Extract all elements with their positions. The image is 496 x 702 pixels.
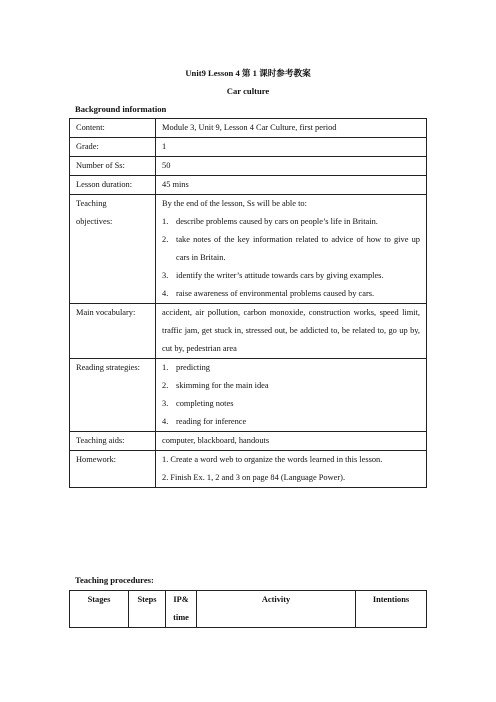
table-row — [70, 138, 427, 157]
row-key: Lesson duration: — [70, 176, 156, 195]
row-key: Number of Ss: — [70, 157, 156, 176]
header-intentions: Intentions — [356, 591, 427, 628]
item-text: predicting — [176, 363, 210, 372]
item-text: describe problems caused by cars on people’s life in Britain. — [176, 217, 378, 226]
item-text: raise awareness of environmental problems caused by cars. — [176, 289, 375, 298]
row-value: 1 — [156, 138, 427, 157]
row-value: Module 3, Unit 9, Lesson 4 Car Culture, first period — [156, 119, 427, 138]
item-number: 2. — [162, 235, 169, 244]
header-activity: Activity — [197, 591, 356, 628]
table-row — [70, 304, 427, 359]
row-value: 50 — [156, 157, 427, 176]
list-item — [162, 413, 420, 431]
row-value: 45 mins — [156, 176, 427, 195]
header-time: time — [173, 613, 189, 622]
list-item — [162, 395, 420, 413]
objectives-key — [70, 195, 156, 304]
table-row — [70, 176, 427, 195]
strategies-key: Reading strategies: — [70, 359, 156, 432]
homework-line1: 1. Create a word web to organize the words learned in this lesson. — [162, 455, 383, 464]
list-item — [162, 213, 420, 231]
item-number: 3. — [162, 399, 169, 408]
item-text: reading for inference — [176, 417, 247, 426]
procedures-heading: Teaching procedures: — [75, 575, 154, 585]
list-item — [162, 285, 420, 303]
homework-key: Homework: — [70, 451, 156, 488]
item-number: 1. — [162, 217, 169, 226]
table-row — [70, 451, 427, 488]
background-table — [69, 118, 427, 488]
header-ip: IP& — [173, 595, 189, 604]
background-heading: Background information — [75, 104, 167, 114]
item-text: completing notes — [176, 399, 234, 408]
row-key: Grade: — [70, 138, 156, 157]
list-item — [162, 359, 420, 377]
document-subtitle: Car culture — [226, 86, 270, 96]
list-item — [162, 377, 420, 395]
table-row — [70, 359, 427, 432]
homework-line2: 2. Finish Ex. 1, 2 and 3 on page 84 (Language Power). — [162, 473, 346, 482]
table-header-row — [70, 591, 427, 628]
list-item — [162, 267, 420, 285]
item-number: 1. — [162, 363, 169, 372]
document-title: Unit9 Lesson 4 第 1 课时参考教案 — [185, 68, 311, 78]
header-ip-time — [166, 591, 197, 628]
strategies-value — [156, 359, 427, 432]
aids-key: Teaching aids: — [70, 432, 156, 451]
header-steps: Steps — [129, 591, 166, 628]
item-text: take notes of the key information related to advice of how to give up cars in Britain. — [176, 235, 420, 262]
aids-value: computer, blackboard, handouts — [156, 432, 427, 451]
objectives-key-line2: objectives: — [76, 217, 113, 226]
item-text: skimming for the main idea — [176, 381, 269, 390]
item-number: 4. — [162, 289, 169, 298]
objectives-value — [156, 195, 427, 304]
item-number: 4. — [162, 417, 169, 426]
item-number: 3. — [162, 271, 169, 280]
table-row — [70, 157, 427, 176]
procedures-table — [69, 590, 427, 628]
vocabulary-key: Main vocabulary: — [70, 304, 156, 359]
list-item — [162, 231, 420, 267]
objectives-key-line1: Teaching — [76, 199, 107, 208]
row-key: Content: — [70, 119, 156, 138]
item-text: identify the writer’s attitude towards cars by giving examples. — [176, 271, 384, 280]
table-row — [70, 432, 427, 451]
table-row — [70, 119, 427, 138]
table-row — [70, 195, 427, 304]
objectives-intro: By the end of the lesson, Ss will be able to: — [162, 199, 307, 208]
vocabulary-value: accident, air pollution, carbon monoxide, construction works, speed limit, traffic jam, get stuck in, stressed out, be addicted to, be related to, go up by, cut by, pedestrian area — [156, 304, 427, 359]
header-stages: Stages — [70, 591, 129, 628]
homework-value — [156, 451, 427, 488]
item-number: 2. — [162, 381, 169, 390]
